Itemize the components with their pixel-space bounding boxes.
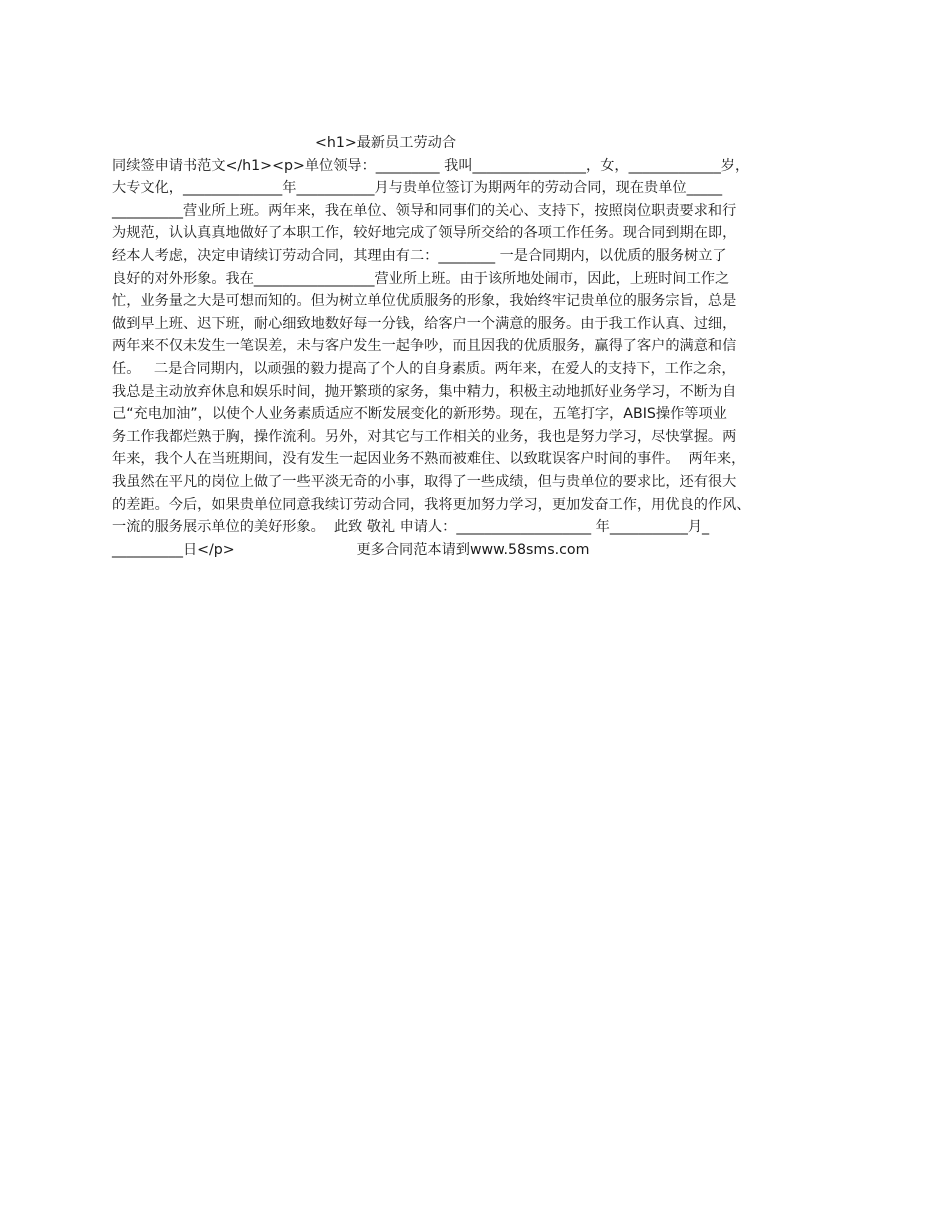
text-line-12: 我总是主动放弃休息和娱乐时间，抛开繁琐的家务，集中精力，积极主动地抓好业务学习，不断为自 bbox=[112, 383, 737, 400]
text-line-13: 己“充电加油”，以使个人业务素质适应不断发展变化的新形势。现在，五笔打字，ABIS操作等项业 bbox=[112, 406, 727, 423]
text-line-3: 大专文化，______________年___________月与贵单位签订为期两年的劳动合同，现在贵单位_____ bbox=[112, 180, 723, 197]
text-line-6: 经本人考虑，决定申请续订劳动合同，其理由有二：________ 一是合同期内，以优质的服务树立了 bbox=[112, 247, 727, 264]
text-line-17: 的差距。今后，如果贵单位同意我续订劳动合同，我将更加努力学习，更加发奋工作，用优良的作风、 bbox=[112, 496, 751, 513]
text-line-5: 为规范，认认真真地做好了本职工作，较好地完成了领导所交给的各项工作任务。现合同到期在即， bbox=[112, 225, 737, 242]
text-line-2: 同续签申请书范文</h1><p>单位领导：_________ 我叫________________，女，_____________岁， bbox=[112, 157, 750, 174]
text-line-19: __________日</p> 更多合同范本请到www.58sms.com bbox=[112, 541, 590, 558]
text-line-9: 做到早上班、迟下班，耐心细致地数好每一分钱，给客户一个满意的服务。由于我工作认真、过细， bbox=[112, 315, 737, 332]
text-line-14: 务工作我都烂熟于胸，操作流利。另外，对其它与工作相关的业务，我也是努力学习，尽快掌握。两 bbox=[112, 428, 737, 445]
text-line-15: 年来，我个人在当班期间，没有发生一起因业务不熟而被难住、以致耽误客户时间的事件。 两年来， bbox=[112, 451, 746, 468]
text-line-7: 良好的对外形象。我在_________________营业所上班。由于该所地处闹市，因此，上班时间工作之 bbox=[112, 270, 730, 287]
text-line-16: 我虽然在平凡的岗位上做了一些平淡无奇的小事，取得了一些成绩，但与贵单位的要求比，还有很大 bbox=[112, 473, 737, 490]
text-line-11: 任。 二是合同期内，以顽强的毅力提高了个人的自身素质。两年来，在爱人的支持下，工作之余， bbox=[112, 360, 736, 377]
text-line-8: 忙，业务量之大是可想而知的。但为树立单位优质服务的形象，我始终牢记贵单位的服务宗旨，总是 bbox=[112, 293, 737, 310]
document-body bbox=[112, 132, 837, 561]
text-line-4: __________营业所上班。两年来，我在单位、领导和同事们的关心、支持下，按照岗位职责要求和行 bbox=[112, 202, 737, 219]
text-line-18: 一流的服务展示单位的美好形象。 此致 敬礼 申请人：___________________ 年___________月_ bbox=[112, 519, 710, 536]
text-line-1: <h1>最新员工劳动合 bbox=[112, 135, 457, 151]
text-line-10: 两年来不仅未发生一笔误差，未与客户发生一起争吵，而且因我的优质服务，赢得了客户的满意和信 bbox=[112, 338, 737, 355]
